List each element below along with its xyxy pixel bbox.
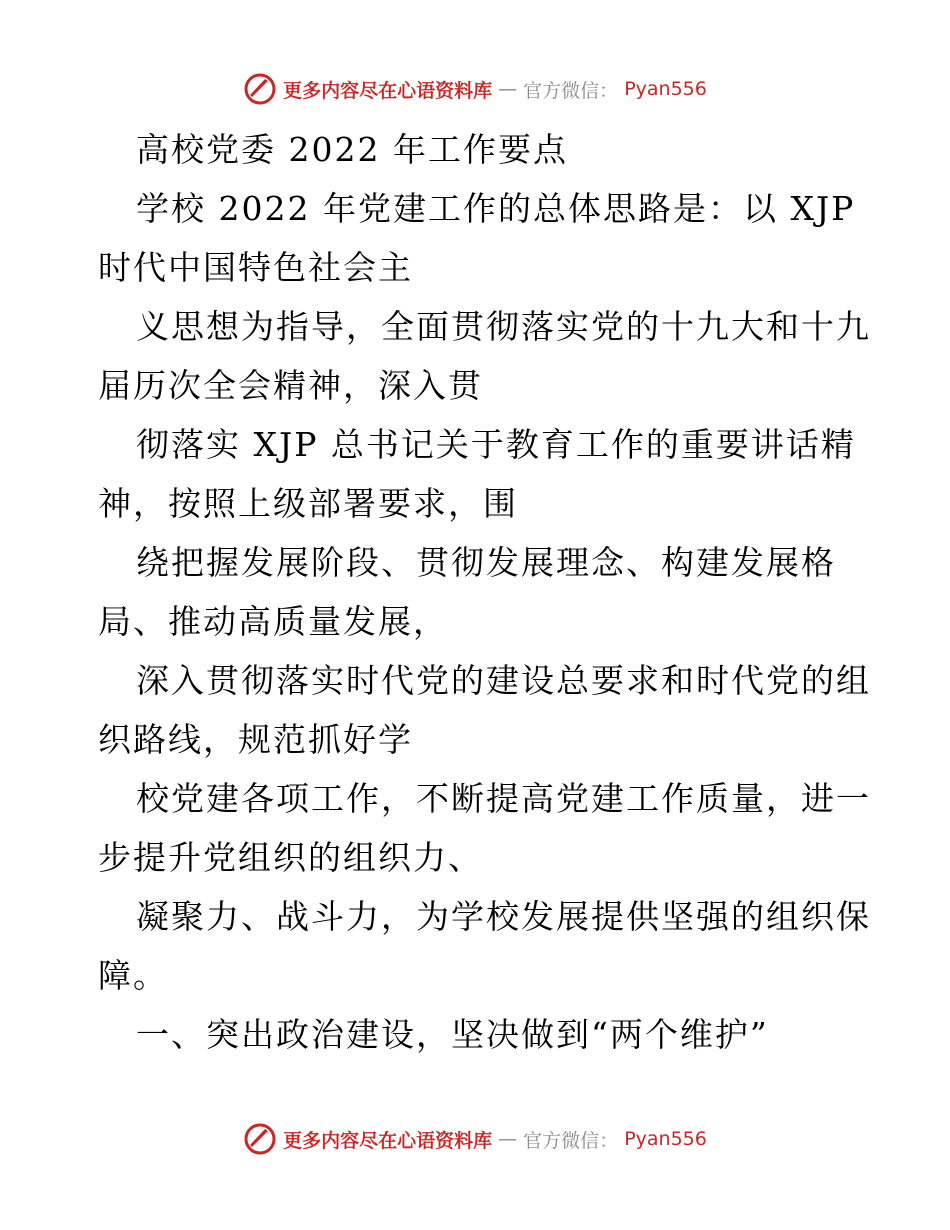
watermark-separator: — — [498, 1128, 518, 1150]
paragraph-line: 神，按照上级部署要求，围 — [98, 484, 518, 523]
section-heading: 一、突出政治建设，坚决做到“两个维护” — [136, 1015, 769, 1054]
paragraph-line: 义思想为指导，全面贯彻落实党的十九大和十九 — [136, 307, 871, 346]
paragraph-line: 彻落实 XJP 总书记关于教育工作的重要讲话精 — [136, 425, 856, 464]
paragraph-line: 局、推动高质量发展， — [98, 602, 448, 641]
paragraph-line: 届历次全会精神，深入贯 — [98, 366, 483, 405]
header-watermark — [0, 72, 950, 106]
paragraph-line: 校党建各项工作，不断提高党建工作质量，进一 — [136, 779, 871, 818]
quill-logo-icon — [243, 72, 277, 106]
paragraph-line: 绕把握发展阶段、贯彻发展理念、构建发展格 — [136, 543, 836, 582]
watermark-main-text: 更多内容尽在心语资料库 — [283, 1129, 493, 1152]
watermark-main-text: 更多内容尽在心语资料库 — [283, 79, 493, 102]
watermark-wechat-id: Pyan556 — [624, 1128, 707, 1150]
paragraph-line: 步提升党组织的组织力、 — [98, 838, 483, 877]
paragraph-line: 时代中国特色社会主 — [98, 248, 413, 287]
paragraph-line: 深入贯彻落实时代党的建设总要求和时代党的组 — [136, 661, 871, 700]
paragraph-line: 障。 — [98, 956, 168, 995]
watermark-separator: — — [498, 78, 518, 100]
quill-logo-icon — [243, 1122, 277, 1156]
watermark-wechat-id: Pyan556 — [624, 78, 707, 100]
watermark-official-label: 官方微信： — [523, 79, 619, 102]
paragraph-line: 织路线，规范抓好学 — [98, 720, 413, 759]
footer-watermark — [0, 1122, 950, 1156]
paragraph-line: 学校 2022 年党建工作的总体思路是：以 XJP — [136, 189, 856, 228]
watermark-official-label: 官方微信： — [523, 1129, 619, 1152]
document-body — [98, 120, 871, 1064]
paragraph-line: 凝聚力、战斗力，为学校发展提供坚强的组织保 — [136, 897, 871, 936]
document-title: 高校党委 2022 年工作要点 — [136, 130, 568, 169]
